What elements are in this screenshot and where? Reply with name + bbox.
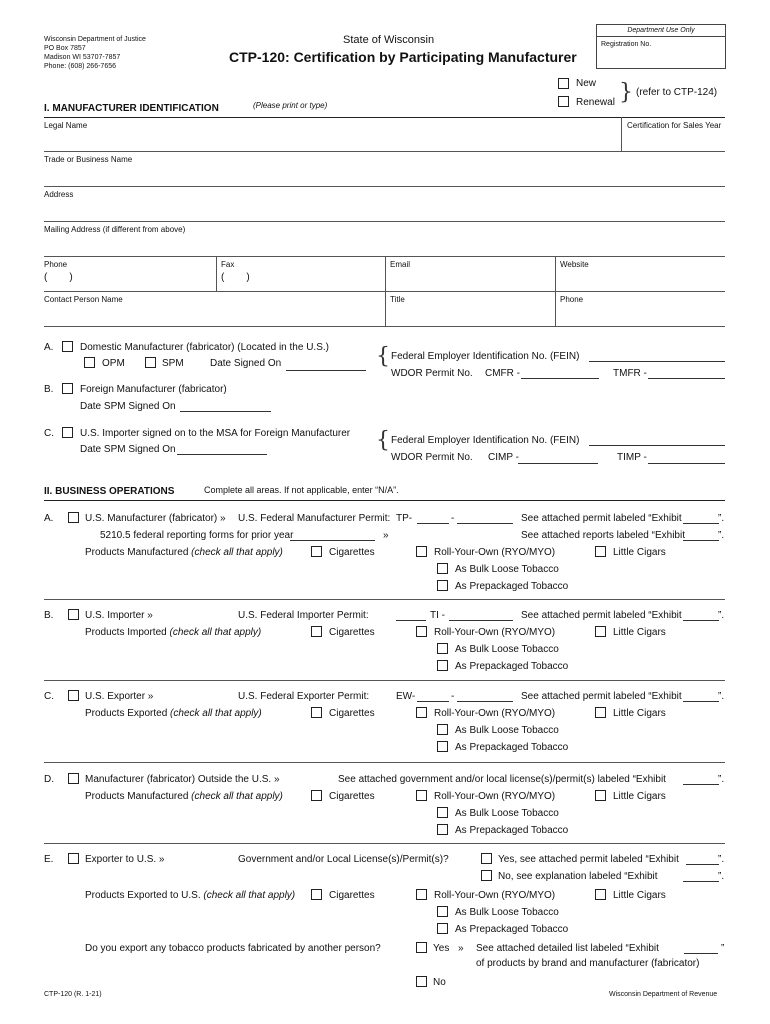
- outside-us-manufacturer-checkbox[interactable]: [68, 773, 79, 784]
- ryo-checkbox[interactable]: [416, 546, 427, 557]
- contact-person-field[interactable]: [44, 306, 382, 323]
- prepackaged-tobacco-checkbox[interactable]: [437, 741, 448, 752]
- cimp-field[interactable]: [518, 463, 598, 464]
- trade-name-field[interactable]: [44, 166, 725, 183]
- cigarettes-checkbox[interactable]: [311, 546, 322, 557]
- bulk-tobacco-checkbox[interactable]: [437, 724, 448, 735]
- section2-note: Complete all areas. If not applicable, enter “N/A”.: [204, 485, 399, 495]
- email-label: Email: [390, 260, 411, 269]
- cigarettes-checkbox[interactable]: [311, 626, 322, 637]
- fein-field-c[interactable]: [589, 445, 725, 446]
- type-b-letter: B.: [44, 384, 54, 395]
- ew-field-2[interactable]: [457, 701, 513, 702]
- prepackaged-tobacco-label: As Prepackaged Tobacco: [455, 581, 569, 592]
- fabricated-yes-label: Yes: [433, 943, 450, 954]
- agency-line: Madison WI 53707-7857: [44, 54, 121, 61]
- bulk-tobacco-checkbox[interactable]: [437, 906, 448, 917]
- ryo-label: Roll-Your-Own (RYO/MYO): [434, 890, 556, 901]
- manufacturer-permit-label: U.S. Federal Manufacturer Permit:: [238, 513, 391, 524]
- little-cigars-label: Little Cigars: [613, 627, 666, 638]
- exhibit-field[interactable]: [683, 620, 719, 621]
- ops-e-letter: E.: [44, 854, 54, 865]
- registration-label: Registration No.: [601, 41, 652, 48]
- foreign-manufacturer-checkbox[interactable]: [62, 383, 73, 394]
- email-field[interactable]: [390, 270, 550, 287]
- see-permit-text: See attached permit labeled “Exhibit: [521, 691, 682, 702]
- exhibit-close: ”.: [718, 774, 725, 785]
- exhibit-field[interactable]: [683, 881, 719, 882]
- license-no-checkbox[interactable]: [481, 870, 492, 881]
- phone-label: Phone: [44, 260, 68, 269]
- ryo-checkbox[interactable]: [416, 889, 427, 900]
- foreign-manufacturer-label: Foreign Manufacturer (fabricator): [80, 384, 227, 395]
- reporting-forms-label: 5210.5 federal reporting forms for prior year: [100, 530, 294, 541]
- title-field[interactable]: [390, 306, 550, 323]
- exporter-to-us-checkbox[interactable]: [68, 853, 79, 864]
- prepackaged-tobacco-label: As Prepackaged Tobacco: [455, 661, 569, 672]
- little-cigars-label: Little Cigars: [613, 791, 666, 802]
- cigarettes-checkbox[interactable]: [311, 790, 322, 801]
- bulk-tobacco-label: As Bulk Loose Tobacco: [455, 808, 559, 819]
- trade-name-label: Trade or Business Name: [44, 155, 133, 164]
- date-spm-label: Date SPM Signed On: [80, 401, 176, 412]
- tmfr-field[interactable]: [648, 378, 725, 379]
- exhibit-close: ”.: [718, 513, 725, 524]
- website-field[interactable]: [560, 270, 722, 287]
- ryo-checkbox[interactable]: [416, 707, 427, 718]
- footer-department: Wisconsin Department of Revenue: [609, 991, 718, 998]
- little-cigars-checkbox[interactable]: [595, 790, 606, 801]
- importer-permit-label: U.S. Federal Importer Permit:: [238, 610, 369, 621]
- domestic-manufacturer-label: Domestic Manufacturer (fabricator) (Located in the U.S.): [80, 342, 329, 353]
- bulk-tobacco-checkbox[interactable]: [437, 563, 448, 574]
- ryo-label: Roll-Your-Own (RYO/MYO): [434, 547, 556, 558]
- tmfr-label: TMFR -: [613, 368, 647, 379]
- fein-label: Federal Employer Identification No. (FEIN): [391, 351, 580, 362]
- us-manufacturer-label: U.S. Manufacturer (fabricator) »: [85, 513, 226, 524]
- state-heading: State of Wisconsin: [343, 34, 435, 46]
- tp-dash: -: [451, 513, 455, 524]
- prepackaged-tobacco-checkbox[interactable]: [437, 824, 448, 835]
- renewal-label: Renewal: [576, 97, 615, 108]
- agency-line: Wisconsin Department of Justice: [44, 36, 146, 43]
- ryo-label: Roll-Your-Own (RYO/MYO): [434, 627, 556, 638]
- ops-d-letter: D.: [44, 774, 54, 785]
- print-note: (Please print or type): [253, 101, 328, 110]
- renewal-checkbox[interactable]: [558, 96, 569, 107]
- brace-icon: {: [376, 344, 390, 369]
- license-yes-label: Yes, see attached permit labeled “Exhibit: [498, 854, 679, 865]
- mailing-address-label: Mailing Address (if different from above): [44, 225, 186, 234]
- exhibit-field[interactable]: [684, 953, 718, 954]
- exhibit-field[interactable]: [686, 864, 719, 865]
- cigarettes-label: Cigarettes: [329, 890, 375, 901]
- little-cigars-label: Little Cigars: [613, 890, 666, 901]
- brace-icon: {: [376, 428, 390, 453]
- new-checkbox[interactable]: [558, 78, 569, 89]
- products-exported-label: Products Exported (check all that apply): [85, 708, 262, 719]
- agency-line: PO Box 7857: [44, 45, 86, 52]
- date-spm-field-b[interactable]: [180, 411, 271, 412]
- fein-label: Federal Employer Identification No. (FEIN): [391, 435, 580, 446]
- fabricated-no-label: No: [433, 977, 446, 988]
- exhibit-close: ”.: [718, 610, 725, 621]
- bulk-tobacco-label: As Bulk Loose Tobacco: [455, 725, 559, 736]
- tp-field-2[interactable]: [457, 523, 513, 524]
- prepackaged-tobacco-label: As Prepackaged Tobacco: [455, 924, 569, 935]
- date-spm-label: Date SPM Signed On: [80, 444, 176, 455]
- exhibit-close: ”.: [718, 530, 725, 541]
- fax-label: Fax: [221, 260, 235, 269]
- see-reports-text: See attached reports labeled “Exhibit: [521, 530, 685, 541]
- ti-prefix: TI -: [430, 610, 445, 621]
- section2-heading: II. BUSINESS OPERATIONS: [44, 486, 175, 497]
- ryo-checkbox[interactable]: [416, 626, 427, 637]
- refer-note: (refer to CTP-124): [636, 87, 718, 98]
- cigarettes-checkbox[interactable]: [311, 889, 322, 900]
- cigarettes-label: Cigarettes: [329, 791, 375, 802]
- fax-field[interactable]: ( ): [221, 272, 250, 283]
- exhibit-field[interactable]: [683, 523, 719, 524]
- legal-name-label: Legal Name: [44, 121, 88, 130]
- products-imported-label: Products Imported (check all that apply): [85, 627, 262, 638]
- bulk-tobacco-label: As Bulk Loose Tobacco: [455, 644, 559, 655]
- legal-name-field[interactable]: [44, 131, 614, 147]
- title-label: Title: [390, 295, 405, 304]
- us-exporter-checkbox[interactable]: [68, 690, 79, 701]
- cigarettes-label: Cigarettes: [329, 547, 375, 558]
- website-label: Website: [560, 260, 589, 269]
- little-cigars-checkbox[interactable]: [595, 546, 606, 557]
- us-exporter-label: U.S. Exporter »: [85, 691, 154, 702]
- ryo-label: Roll-Your-Own (RYO/MYO): [434, 791, 556, 802]
- ryo-label: Roll-Your-Own (RYO/MYO): [434, 708, 556, 719]
- outside-us-manufacturer-label: Manufacturer (fabricator) Outside the U.S. »: [85, 774, 280, 785]
- spm-checkbox[interactable]: [145, 357, 156, 368]
- license-yes-checkbox[interactable]: [481, 853, 492, 864]
- prepackaged-tobacco-checkbox[interactable]: [437, 923, 448, 934]
- bulk-tobacco-checkbox[interactable]: [437, 643, 448, 654]
- prepackaged-tobacco-checkbox[interactable]: [437, 580, 448, 591]
- type-c-letter: C.: [44, 428, 54, 439]
- us-importer-checkbox[interactable]: [62, 427, 73, 438]
- tp-field-1[interactable]: [417, 523, 449, 524]
- gov-license-question: Government and/or Local License(s)/Permit(s)?: [238, 854, 449, 865]
- us-importer-ops-checkbox[interactable]: [68, 609, 79, 620]
- ti-field-2[interactable]: [449, 620, 513, 621]
- ti-field-1[interactable]: [396, 620, 426, 621]
- see-list-text: See attached detailed list labeled “Exhibit: [476, 943, 659, 954]
- form-revision: CTP-120 (R. 1-21): [44, 991, 102, 998]
- date-spm-field-c[interactable]: [177, 454, 267, 455]
- ops-b-letter: B.: [44, 610, 54, 621]
- wdor-label: WDOR Permit No.: [391, 368, 473, 379]
- contact-person-label: Contact Person Name: [44, 295, 123, 304]
- section1-heading: I. MANUFACTURER IDENTIFICATION: [44, 103, 219, 114]
- cmfr-label: CMFR -: [485, 368, 520, 379]
- little-cigars-checkbox[interactable]: [595, 889, 606, 900]
- wdor-label: WDOR Permit No.: [391, 452, 473, 463]
- prepackaged-tobacco-label: As Prepackaged Tobacco: [455, 742, 569, 753]
- little-cigars-label: Little Cigars: [613, 547, 666, 558]
- little-cigars-checkbox[interactable]: [595, 707, 606, 718]
- tp-prefix: TP-: [396, 513, 413, 524]
- exhibit-close: ”.: [718, 691, 725, 702]
- cigarettes-label: Cigarettes: [329, 708, 375, 719]
- exporter-permit-label: U.S. Federal Exporter Permit:: [238, 691, 370, 702]
- ew-field-1[interactable]: [417, 701, 449, 702]
- phone2-label: Phone: [560, 295, 584, 304]
- dept-use-title: Department Use Only: [597, 25, 725, 37]
- fabricated-no-checkbox[interactable]: [416, 976, 427, 987]
- ew-prefix: EW-: [396, 691, 416, 702]
- cigarettes-label: Cigarettes: [329, 627, 375, 638]
- fabricated-yes-checkbox[interactable]: [416, 942, 427, 953]
- products-exported-to-us-label: Products Exported to U.S. (check all that apply): [85, 890, 296, 901]
- new-label: New: [576, 78, 597, 89]
- agency-address: [44, 35, 146, 71]
- timp-field[interactable]: [648, 463, 725, 464]
- see-license-text: See attached government and/or local license(s)/permit(s) labeled “Exhibit: [338, 774, 666, 785]
- us-importer-label: U.S. Importer signed on to the MSA for Foreign Manufacturer: [80, 428, 351, 439]
- exporter-to-us-label: Exporter to U.S. »: [85, 854, 165, 865]
- department-use-box: [596, 24, 726, 69]
- cimp-label: CIMP -: [488, 452, 519, 463]
- ryo-checkbox[interactable]: [416, 790, 427, 801]
- prior-year-field[interactable]: [290, 540, 375, 541]
- us-manufacturer-checkbox[interactable]: [68, 512, 79, 523]
- cert-year-label: Certification for Sales Year: [627, 121, 722, 130]
- ew-dash: -: [451, 691, 455, 702]
- ops-c-letter: C.: [44, 691, 54, 702]
- bulk-tobacco-label: As Bulk Loose Tobacco: [455, 564, 559, 575]
- agency-line: Phone: (608) 266-7656: [44, 63, 116, 70]
- domestic-manufacturer-checkbox[interactable]: [62, 341, 73, 352]
- cert-year-field[interactable]: [624, 131, 724, 147]
- prepackaged-tobacco-checkbox[interactable]: [437, 660, 448, 671]
- date-signed-field[interactable]: [286, 370, 366, 371]
- opm-checkbox[interactable]: [84, 357, 95, 368]
- mailing-address-field[interactable]: [44, 236, 725, 253]
- products-manufactured-label: Products Manufactured (check all that apply): [85, 791, 283, 802]
- cigarettes-checkbox[interactable]: [311, 707, 322, 718]
- see-permit-text: See attached permit labeled “Exhibit: [521, 610, 682, 621]
- opm-label: OPM: [102, 358, 125, 369]
- timp-label: TIMP -: [617, 452, 647, 463]
- address-field[interactable]: [44, 201, 725, 218]
- license-no-label: No, see explanation labeled “Exhibit: [498, 871, 658, 882]
- fabricated-by-another-question: Do you export any tobacco products fabricated by another person?: [85, 943, 381, 954]
- little-cigars-label: Little Cigars: [613, 708, 666, 719]
- exhibit-close: ”.: [718, 871, 725, 882]
- phone-field[interactable]: ( ): [44, 272, 73, 283]
- form-title: CTP-120: Certification by Participating Manufacturer: [229, 49, 577, 65]
- ops-a-letter: A.: [44, 513, 54, 524]
- cmfr-field[interactable]: [521, 378, 599, 379]
- brace-icon: }: [619, 80, 633, 105]
- prepackaged-tobacco-label: As Prepackaged Tobacco: [455, 825, 569, 836]
- date-signed-label: Date Signed On: [210, 358, 282, 369]
- arrow-icon: »: [458, 943, 464, 954]
- bulk-tobacco-label: As Bulk Loose Tobacco: [455, 907, 559, 918]
- exhibit-close: ”: [721, 943, 725, 954]
- phone2-field[interactable]: [560, 306, 722, 323]
- exhibit-field[interactable]: [683, 701, 719, 702]
- bulk-tobacco-checkbox[interactable]: [437, 807, 448, 818]
- spm-label: SPM: [162, 358, 184, 369]
- exhibit-field[interactable]: [683, 784, 719, 785]
- arrow-icon: »: [383, 530, 389, 541]
- little-cigars-checkbox[interactable]: [595, 626, 606, 637]
- type-a-letter: A.: [44, 342, 54, 353]
- exhibit-field[interactable]: [683, 540, 719, 541]
- products-manufactured-label: Products Manufactured (check all that apply): [85, 547, 283, 558]
- fein-field-a[interactable]: [589, 361, 725, 362]
- us-importer-ops-label: U.S. Importer »: [85, 610, 153, 621]
- see-list-text-line2: of products by brand and manufacturer (fabricator): [476, 958, 700, 969]
- exhibit-close: ”.: [718, 854, 725, 865]
- address-label: Address: [44, 190, 74, 199]
- see-permit-text: See attached permit labeled “Exhibit: [521, 513, 682, 524]
